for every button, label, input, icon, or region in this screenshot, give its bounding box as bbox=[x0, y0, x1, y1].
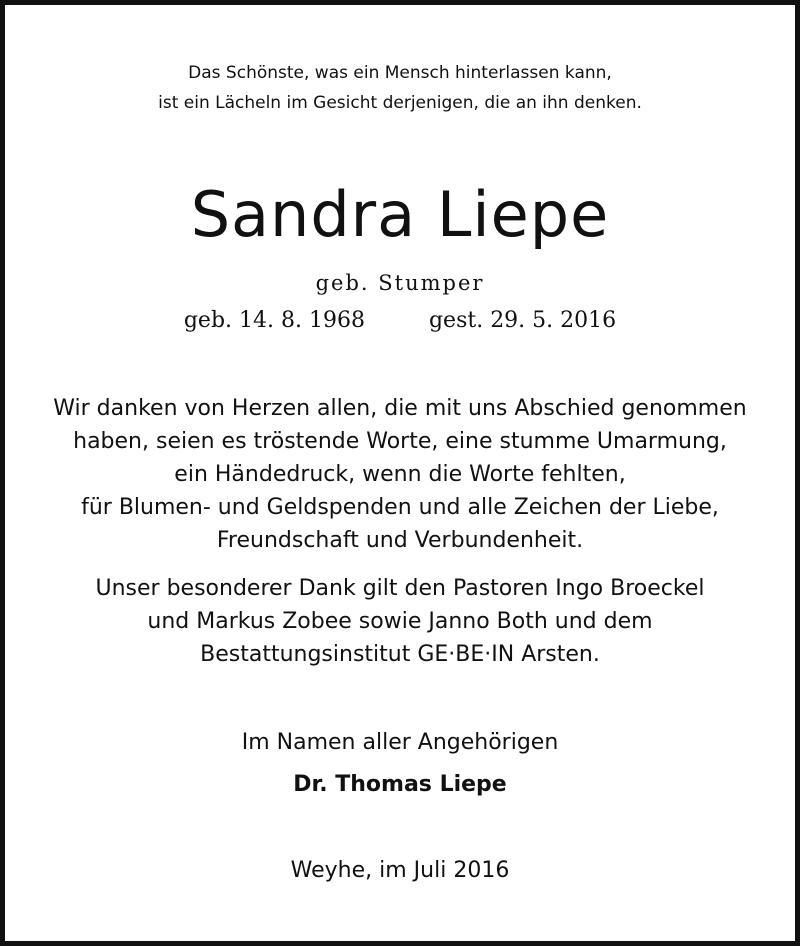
motto-line-2: ist ein Lächeln im Gesicht derjenigen, die an ihn denken. bbox=[158, 93, 642, 113]
special-thanks-line-2: und Markus Zobee sowie Janno Both und dem bbox=[147, 609, 653, 634]
place-date: Weyhe, im Juli 2016 bbox=[290, 858, 510, 883]
special-thanks-line-1: Unser besonderer Dank gilt den Pastoren Ingo Broeckel bbox=[95, 576, 705, 601]
thanks-line-5: Freundschaft und Verbundenheit. bbox=[216, 528, 584, 553]
motto-line-1: Das Schönste, was ein Mensch hinterlassen kann, bbox=[188, 63, 612, 83]
thanks-line-4: für Blumen- und Geldspenden und alle Zeichen der Liebe, bbox=[81, 495, 719, 520]
thanks-line-3: ein Händedruck, wenn die Worte fehlten, bbox=[174, 462, 626, 487]
birth-date: geb. 14. 8. 1968 bbox=[183, 308, 365, 333]
death-date: gest. 29. 5. 2016 bbox=[428, 308, 617, 333]
deceased-name: Sandra Liepe bbox=[190, 178, 610, 251]
signer-name: Dr. Thomas Liepe bbox=[293, 772, 507, 797]
life-dates bbox=[0, 306, 800, 336]
thanks-line-1: Wir danken von Herzen allen, die mit uns Abschied genommen bbox=[53, 396, 747, 421]
birth-name: geb. Stumper bbox=[315, 271, 485, 295]
signoff: Im Namen aller Angehörigen bbox=[241, 730, 559, 755]
special-thanks-line-3: Bestattungsinstitut GE·BE·IN Arsten. bbox=[200, 642, 600, 667]
thanks-line-2: haben, seien es tröstende Worte, eine stumme Umarmung, bbox=[73, 429, 727, 454]
